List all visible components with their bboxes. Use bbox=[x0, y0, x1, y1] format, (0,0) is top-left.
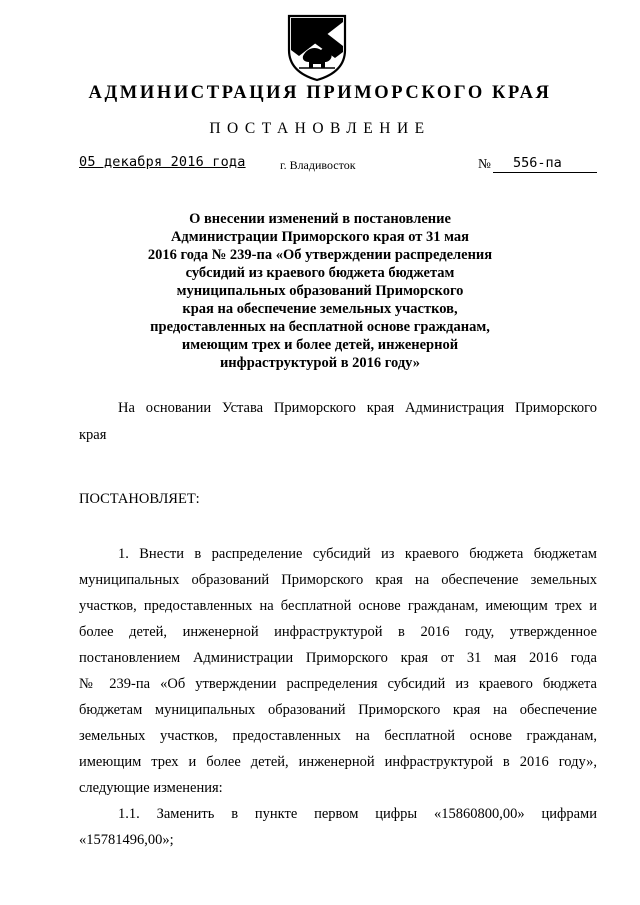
title-line: имеющим трех и более детей, инженерной bbox=[181, 337, 459, 353]
item1-line: муниципальных образований Приморского края на обеспечение земельных bbox=[79, 572, 597, 588]
item1-line: № 239-па «Об утверждении распределения субсидий из краевого бюджета bbox=[79, 676, 597, 692]
item1-line: земельных участков, предоставленных на бесплатной основе гражданам, bbox=[79, 728, 597, 744]
item1-line: постановлением Администрации Приморского края от 31 мая 2016 года bbox=[79, 650, 597, 666]
number-sign: № bbox=[478, 156, 491, 171]
title-line: инфраструктурой в 2016 году» bbox=[219, 355, 421, 371]
title-line: 2016 года № 239-па «Об утверждении распределения bbox=[147, 247, 493, 263]
document-city: г. Владивосток bbox=[280, 158, 356, 172]
basis-paragraph-line: края bbox=[79, 427, 107, 443]
item1-line: участков, предоставленных на бесплатной основе гражданам, имеющим трех и bbox=[79, 598, 597, 614]
item1-line: следующие изменения: bbox=[79, 780, 223, 796]
document-date: 05 декабря 2016 года bbox=[79, 154, 246, 170]
item1-line: имеющим трех и более детей, инженерной инфраструктурой в 2016 году», bbox=[79, 754, 597, 770]
number-underline bbox=[493, 172, 597, 173]
title-line: Администрации Приморского края от 31 мая bbox=[170, 229, 470, 245]
basis-paragraph-line: На основании Устава Приморского края Администрация Приморского bbox=[118, 400, 597, 416]
document-type: ПОСТАНОВЛЕНИЕ bbox=[209, 120, 431, 137]
title-line: О внесении изменений в постановление bbox=[189, 211, 451, 227]
title-line: края на обеспечение земельных участков, bbox=[182, 301, 458, 317]
coat-of-arms-icon bbox=[285, 12, 349, 82]
resolves-heading: ПОСТАНОВЛЯЕТ: bbox=[79, 491, 200, 507]
item11-line: «15781496,00»; bbox=[79, 832, 174, 848]
item1-line: бюджетам муниципальных образований Приморского края на обеспечение bbox=[79, 702, 597, 718]
item11-line: 1.1. Заменить в пункте первом цифры «15860800,00» цифрами bbox=[118, 806, 597, 822]
item1-line: 1. Внести в распределение субсидий из краевого бюджета бюджетам bbox=[118, 546, 597, 562]
title-line: предоставленных на бесплатной основе гражданам, bbox=[150, 319, 490, 335]
title-line: субсидий из краевого бюджета бюджетам bbox=[185, 265, 455, 281]
document-number: 556-па bbox=[513, 155, 562, 171]
title-line: муниципальных образований Приморского bbox=[176, 283, 464, 299]
document-title bbox=[120, 210, 520, 372]
organization-name: АДМИНИСТРАЦИЯ ПРИМОРСКОГО КРАЯ bbox=[88, 83, 552, 103]
item1-line: более детей, инженерной инфраструктурой в 2016 году, утвержденное bbox=[79, 624, 597, 640]
